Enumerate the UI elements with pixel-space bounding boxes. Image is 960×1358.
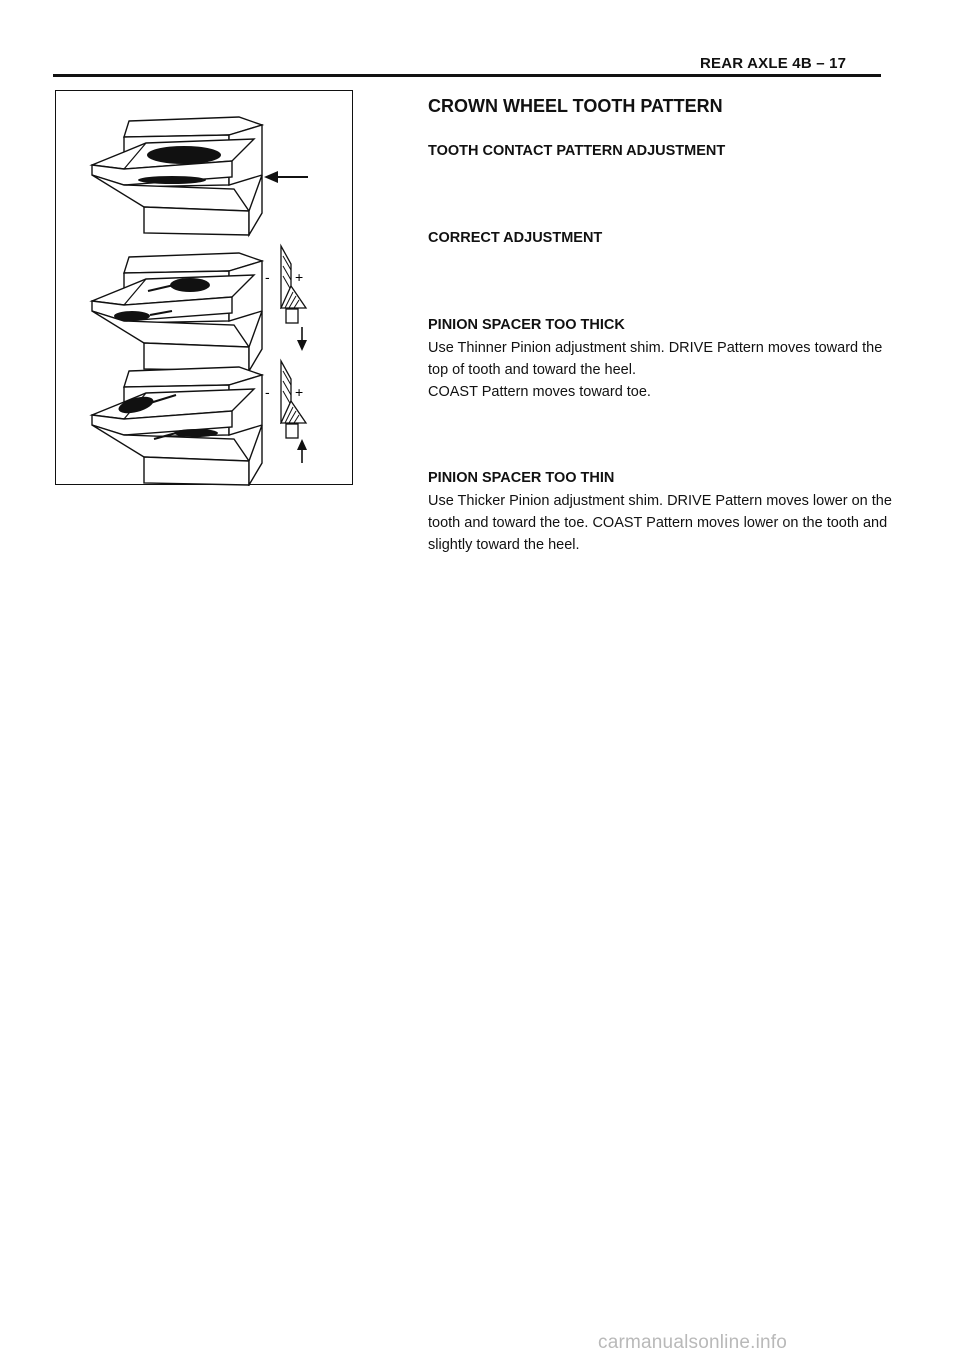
section-correct-adjustment [428, 230, 602, 246]
section-spacer-too-thin [428, 470, 898, 556]
plus-sign: + [295, 269, 304, 285]
minus-sign: - [265, 384, 270, 400]
tooth-contact-icon [92, 117, 262, 235]
pinion-gear-icon [265, 246, 306, 323]
section-tooth-contact [428, 143, 725, 159]
minus-sign: - [265, 269, 270, 285]
tooth-pattern-figure [55, 90, 353, 485]
pinion-gear-icon [265, 361, 306, 438]
section-heading: PINION SPACER TOO THIN [428, 470, 615, 486]
arrow-down-icon [297, 327, 307, 351]
arrow-up-icon [297, 439, 307, 463]
header-rule [53, 74, 881, 77]
content-column [428, 96, 898, 553]
section-heading: PINION SPACER TOO THICK [428, 317, 625, 333]
section-spacer-too-thick [428, 317, 898, 403]
arrow-left-icon [264, 171, 308, 183]
watermark: carmanualsonline.info [598, 1332, 788, 1353]
section-body: Use Thicker Pinion adjustment shim. DRIVE Pattern moves lower on the tooth and toward the toe. COAST Pattern moves lower on the tooth and slightly toward the heel. [428, 493, 892, 553]
plus-sign: + [295, 384, 304, 400]
tooth-contact-icon [92, 367, 262, 485]
page-title: CROWN WHEEL TOOTH PATTERN [428, 96, 723, 116]
section-body: Use Thinner Pinion adjustment shim. DRIVE Pattern moves toward the top of tooth and toward the heel. COAST Pattern moves toward toe. [428, 340, 883, 400]
section-heading: CORRECT ADJUSTMENT [428, 230, 603, 246]
tooth-contact-icon [92, 253, 262, 371]
header-title: REAR AXLE 4B – 17 [700, 55, 847, 72]
figure-svg [56, 91, 354, 486]
section-heading: TOOTH CONTACT PATTERN ADJUSTMENT [428, 143, 726, 159]
